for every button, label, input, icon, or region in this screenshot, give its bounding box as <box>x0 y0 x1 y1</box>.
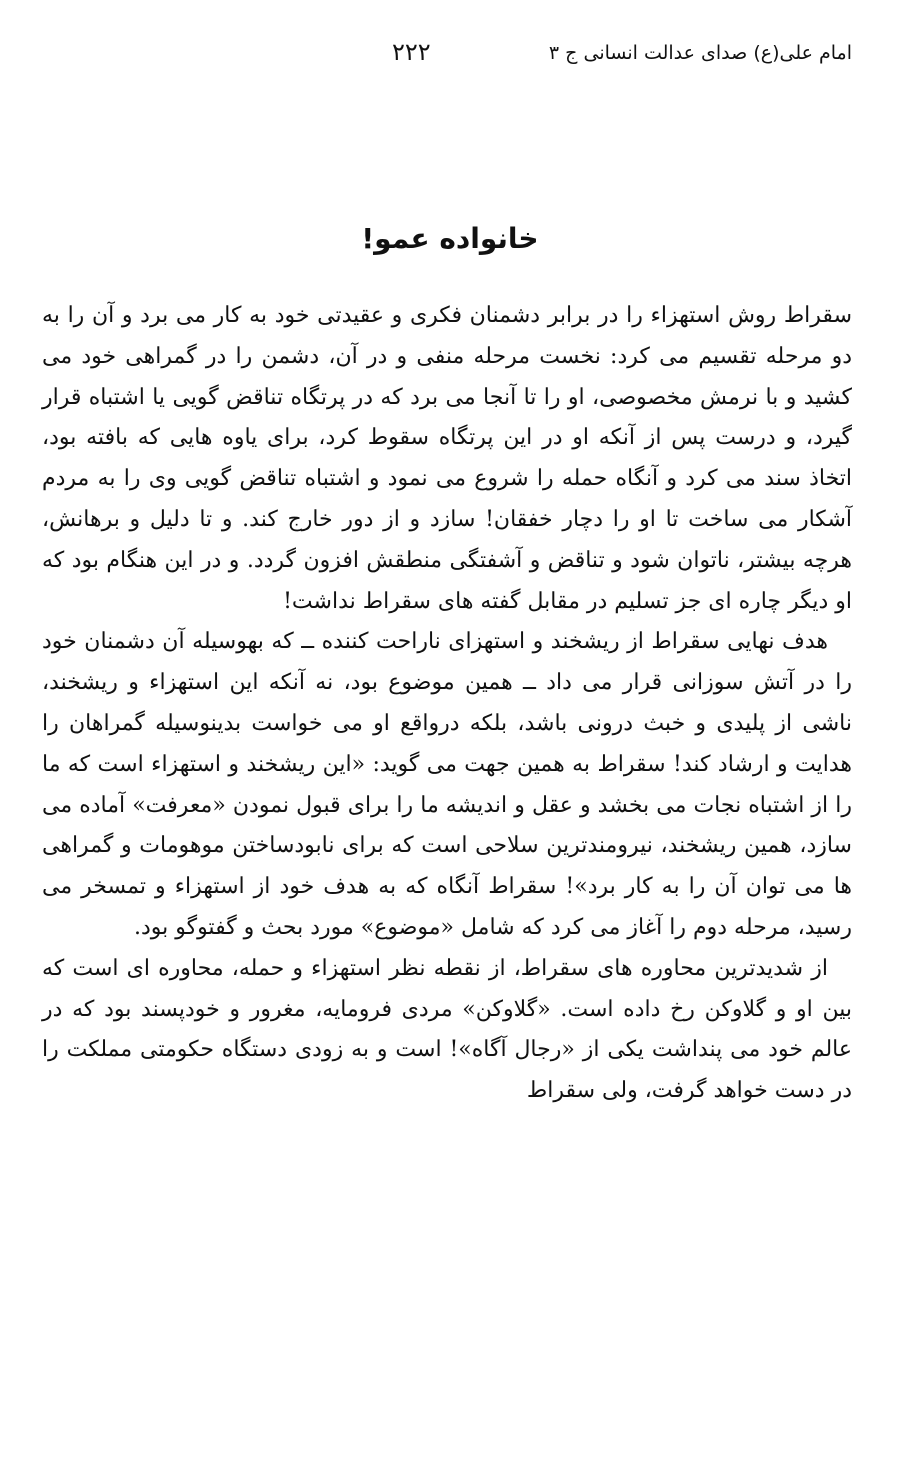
book-title: امام علی(ع) صدای عدالت انسانی ج ۳ <box>548 42 852 64</box>
section-title: خانواده عمو! <box>361 222 539 255</box>
paragraph: هدف نهایی سقراط از ریشخند و استهزای ناراحت کننده ــ که بهوسیله آن دشمنان خود را در آتش سوزانی قرار می داد ــ همین موضوع بود، نه آنکه این استهزاء و ریشخند، ناشی از پلیدی و خبث درونی باشد، بلکه درواقع او می خواست بدینوسیله گمراهان را هدایت و ارشاد کند! سقراط به همین جهت می گوید: «این ریشخند و استهزاء است که ما را از اشتباه نجات می بخشد و عقل و اندیشه ما را برای قبول نمودن «معرفت» آماده می سازد، همین ریشخند، نیرومندترین سلاحی است که برای نابودساختن موهومات و گمراهی ها می توان آن را به کار برد»! سقراط آنگاه که به هدف خود از استهزاء و تمسخر می رسید، مرحله دوم را آغاز می کرد که شامل «موضوع» مورد بحث و گفتوگو بود. <box>42 629 852 940</box>
paragraph: از شدیدترین محاوره های سقراط، از نقطه نظر استهزاء و حمله، محاوره ای است که بین او و گلاوکن رخ داده است. «گلاوکن» مردی فرومایه، مغرور و خودپسند بود که در عالم خود می پنداشت یکی از «رجال آگاه»! است و به زودی دستگاه حکومتی مملکت را در دست خواهد گرفت، ولی سقراط <box>42 955 852 1104</box>
running-header <box>40 38 852 78</box>
body-text <box>42 296 852 1112</box>
page-number: ۲۲۲ <box>392 38 431 66</box>
paragraph: سقراط روش استهزاء را در برابر دشمنان فکری و عقیدتی خود به کار می برد و آن را به دو مرحله تقسیم می کرد: نخست مرحله منفی و در آن، دشمن را در گمراهی خود می کشید و با نرمش مخصوصی، او را تا آنجا می برد که در پرتگاه تناقض گویی یا اشتباه قرار گیرد، و درست پس از آنکه او در این پرتگاه سقوط کرد، برای یاوه هایی که بافته بود، اتخاذ سند می کرد و آنگاه حمله را شروع می نمود و اشتباه تناقض گویی وی را به مردم آشکار می ساخت تا او را دچار خفقان! سازد و از دور خارج کند. و تا دلیل و برهانش، هرچه بیشتر، ناتوان شود و تناقض و آشفتگی منطقش افزون گردد. و در این هنگام بود که او دیگر چاره ای جز تسلیم در مقابل گفته های سقراط نداشت! <box>42 303 853 614</box>
